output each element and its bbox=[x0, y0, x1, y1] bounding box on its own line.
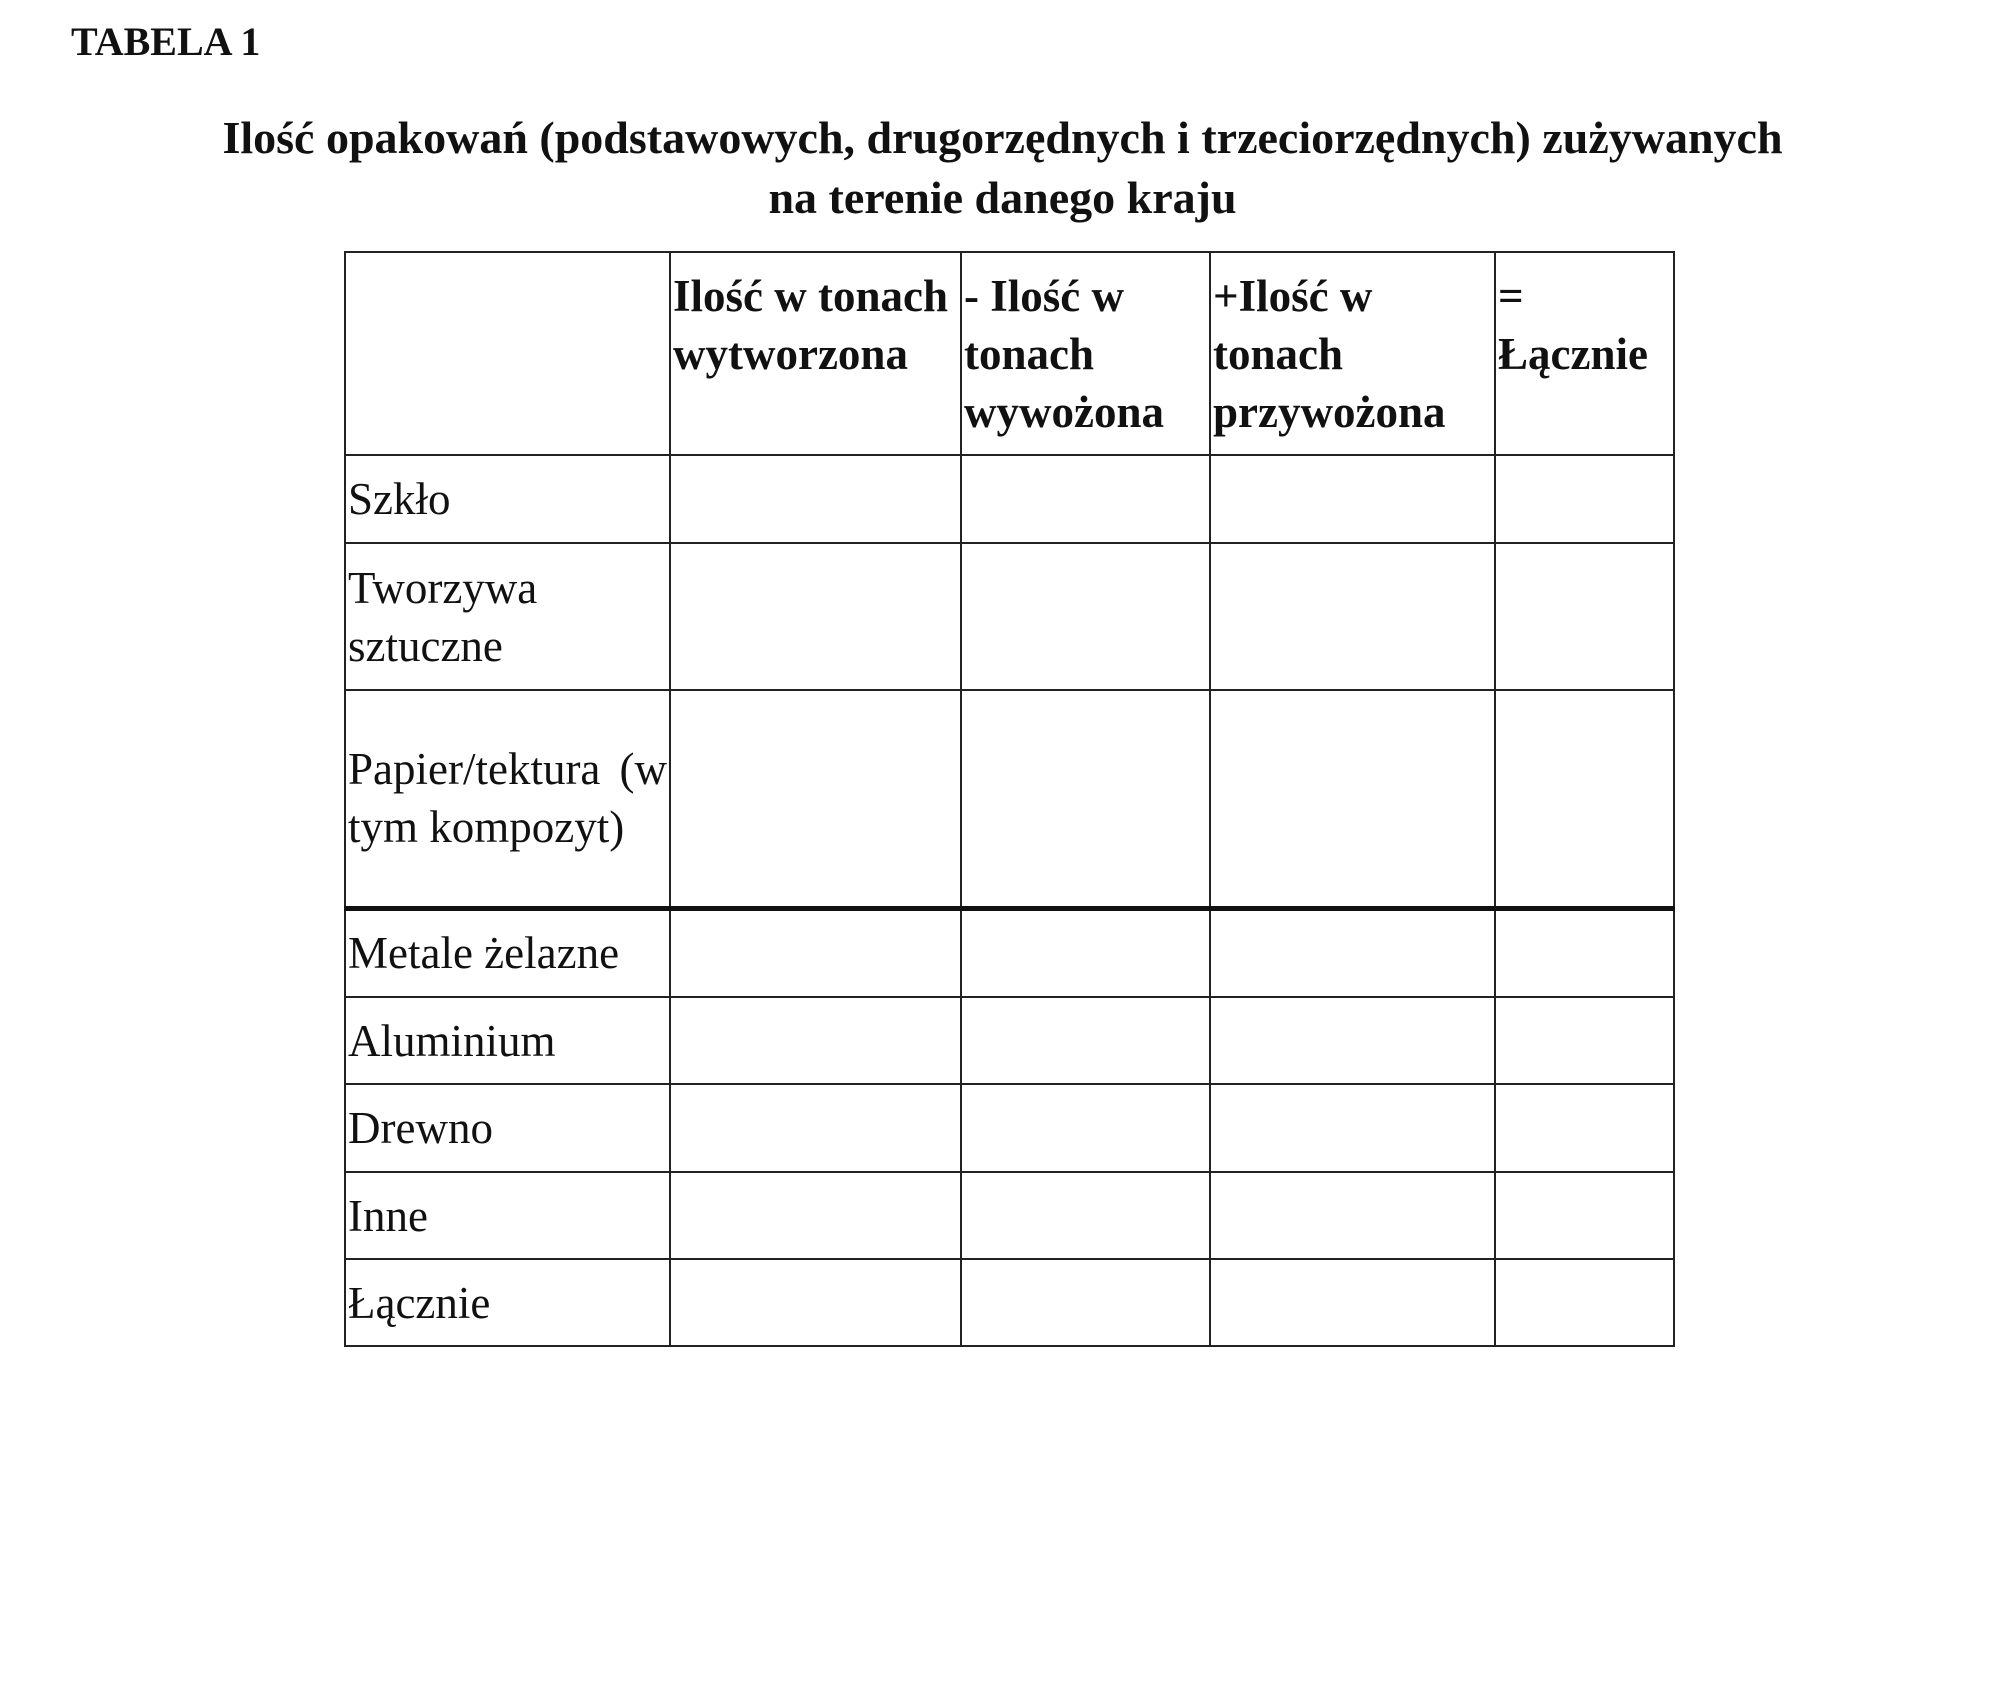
table-cell bbox=[1210, 908, 1495, 997]
table-cell bbox=[1210, 997, 1495, 1084]
table-row bbox=[345, 455, 1674, 543]
row-label: Drewno bbox=[345, 1084, 670, 1172]
table-cell bbox=[670, 543, 961, 690]
table-cell bbox=[1495, 1084, 1674, 1172]
table-label: TABELA 1 bbox=[71, 19, 261, 64]
header-row bbox=[345, 252, 1674, 455]
header-empty bbox=[345, 252, 670, 455]
table-cell bbox=[1210, 543, 1495, 690]
row-label: Inne bbox=[345, 1172, 670, 1259]
row-label: Szkło bbox=[345, 455, 670, 543]
table-cell bbox=[1210, 1172, 1495, 1259]
table-cell bbox=[961, 908, 1210, 997]
table-cell bbox=[670, 690, 961, 908]
table-cell bbox=[1495, 1172, 1674, 1259]
page-title bbox=[0, 108, 2005, 228]
table-cell bbox=[1495, 690, 1674, 908]
table-cell bbox=[961, 455, 1210, 543]
table-cell bbox=[961, 543, 1210, 690]
table-cell bbox=[1210, 1259, 1495, 1346]
table-cell bbox=[1210, 1084, 1495, 1172]
table-cell bbox=[1495, 1259, 1674, 1346]
table-cell bbox=[961, 1084, 1210, 1172]
table-row bbox=[345, 690, 1674, 908]
header-total: = Łącznie bbox=[1495, 252, 1674, 455]
packaging-table bbox=[344, 251, 1675, 1347]
table-cell bbox=[961, 1172, 1210, 1259]
row-label: Łącznie bbox=[345, 1259, 670, 1346]
table-cell bbox=[670, 997, 961, 1084]
table-cell bbox=[1495, 908, 1674, 997]
table-cell bbox=[670, 1259, 961, 1346]
row-label: Tworzywa sztuczne bbox=[345, 543, 670, 690]
row-label: Metale żelazne bbox=[345, 908, 670, 997]
header-exported: - Ilość w tonach wywożona bbox=[961, 252, 1210, 455]
header-produced: Ilość w tonach wytworzona bbox=[670, 252, 961, 455]
table-row bbox=[345, 908, 1674, 997]
header-imported: +Ilość w tonach przywożona bbox=[1210, 252, 1495, 455]
table-row bbox=[345, 1172, 1674, 1259]
table-cell bbox=[1495, 455, 1674, 543]
table-cell bbox=[670, 455, 961, 543]
table-row bbox=[345, 1259, 1674, 1346]
table-cell bbox=[1495, 997, 1674, 1084]
table-row bbox=[345, 543, 1674, 690]
table-cell bbox=[1210, 690, 1495, 908]
table-cell bbox=[961, 1259, 1210, 1346]
row-label: Aluminium bbox=[345, 997, 670, 1084]
table-cell bbox=[1210, 455, 1495, 543]
table-cell bbox=[670, 908, 961, 997]
table-cell bbox=[1495, 543, 1674, 690]
table-cell bbox=[961, 690, 1210, 908]
table-cell bbox=[670, 1172, 961, 1259]
table-cell bbox=[961, 997, 1210, 1084]
table-row bbox=[345, 1084, 1674, 1172]
table-cell bbox=[670, 1084, 961, 1172]
title-line-2: na terenie danego kraju bbox=[768, 172, 1237, 223]
title-line-1: Ilość opakowań (podstawowych, drugorzędnych i trzeciorzędnych) zużywanych bbox=[222, 112, 1783, 163]
row-label: Papier/tektura (w tym kompozyt) bbox=[345, 690, 670, 908]
table-row bbox=[345, 997, 1674, 1084]
